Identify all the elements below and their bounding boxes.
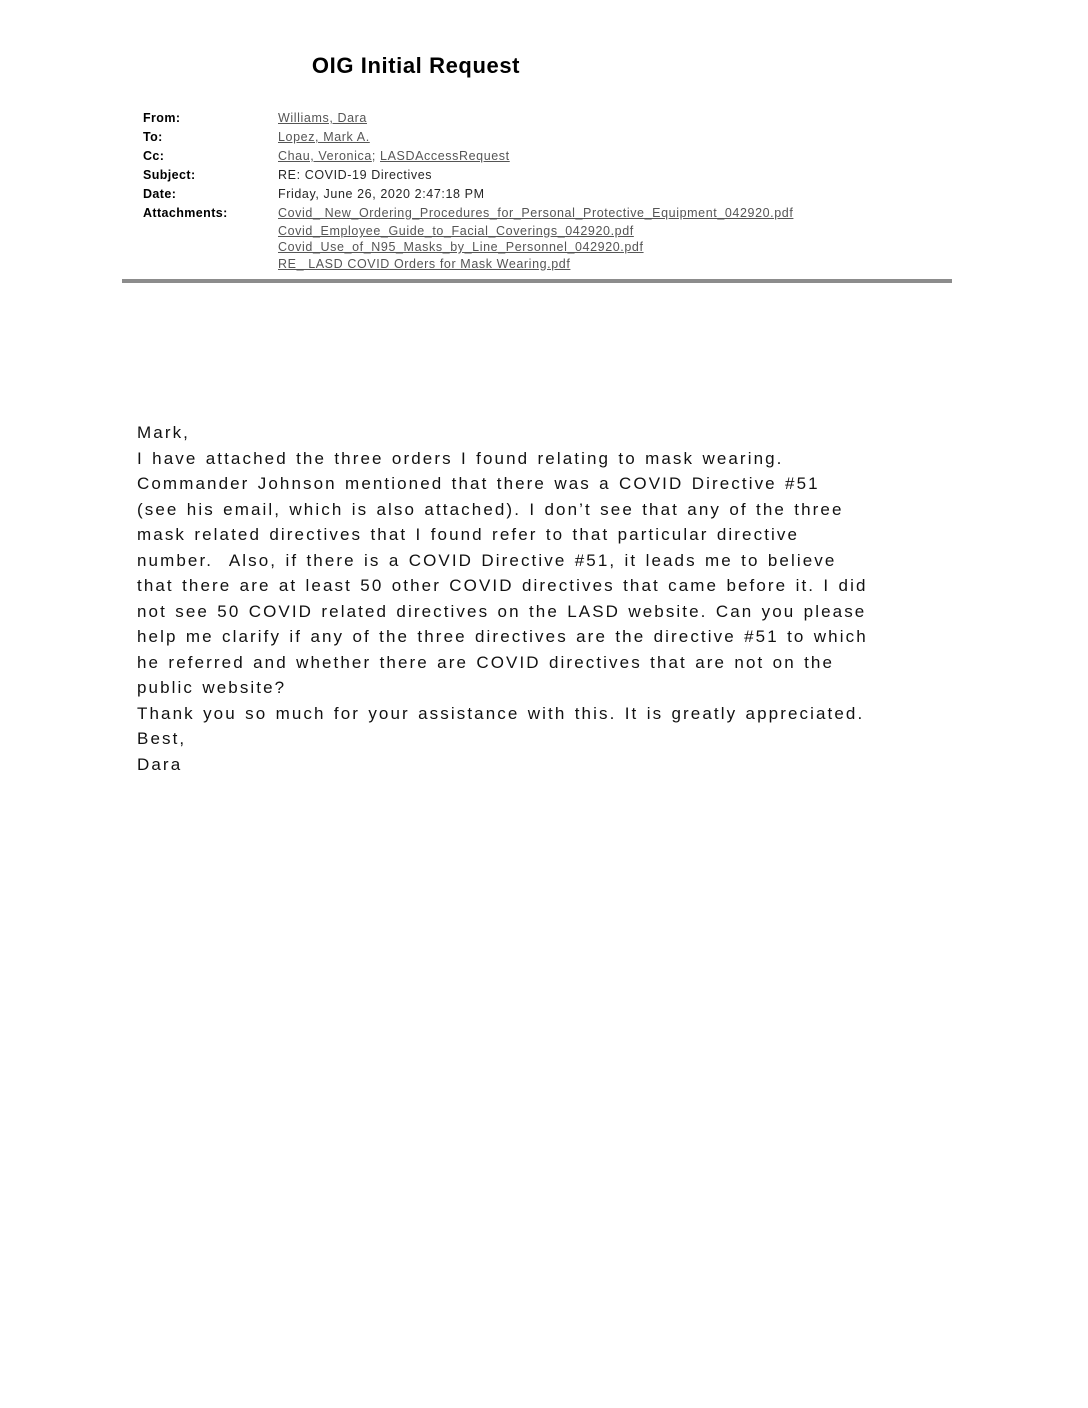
- body-line: number. Also, if there is a COVID Directive #51, it leads me to believe: [137, 550, 837, 570]
- subject-label: Subject:: [143, 168, 196, 182]
- body-line: that there are at least 50 other COVID directives that came before it. I did: [137, 576, 868, 595]
- to-row: [143, 128, 963, 147]
- email-header: [143, 109, 963, 272]
- attachment-list: [278, 204, 793, 272]
- from-row: [143, 109, 963, 128]
- page-title: OIG Initial Request: [311, 53, 521, 78]
- date-value: Friday, June 26, 2020 2:47:18 PM: [278, 187, 485, 201]
- attachment-link[interactable]: Covid_Employee_Guide_to_Facial_Coverings_042920.pdf: [278, 224, 634, 238]
- body-line: Thank you so much for your assistance with this. It is greatly appreciated.: [137, 703, 865, 723]
- attachment-link[interactable]: Covid_ New_Ordering_Procedures_for_Personal_Protective_Equipment_042920.pdf: [278, 206, 794, 220]
- cc-row: [143, 147, 963, 166]
- attachments-label: Attachments:: [143, 206, 228, 220]
- subject-row: [143, 166, 963, 185]
- from-link[interactable]: Williams, Dara: [278, 111, 367, 125]
- body-line: not see 50 COVID related directives on the LASD website. Can you please: [137, 601, 867, 621]
- date-label: Date:: [143, 187, 177, 201]
- cc-link-veronica-chau[interactable]: Chau, Veronica: [278, 149, 372, 163]
- cc-separator: ;: [371, 149, 381, 163]
- subject-value: RE: COVID-19 Directives: [278, 168, 433, 182]
- body-line: I have attached the three orders I found relating to mask wearing.: [137, 448, 784, 468]
- header-divider: [122, 279, 952, 283]
- body-line: (see his email, which is also attached). I don’t see that any of the three: [137, 499, 844, 519]
- cc-label: Cc:: [143, 149, 165, 163]
- from-label: From:: [143, 111, 181, 125]
- attachment-link[interactable]: RE_ LASD COVID Orders for Mask Wearing.pdf: [278, 256, 571, 271]
- to-link[interactable]: Lopez, Mark A.: [278, 130, 370, 144]
- body-line: Dara: [137, 754, 183, 774]
- body-line: help me clarify if any of the three directives are the directive #51 to which: [137, 627, 868, 646]
- attachment-link[interactable]: Covid_Use_of_N95_Masks_by_Line_Personnel_042920.pdf: [278, 240, 644, 255]
- body-line: mask related directives that I found refer to that particular directive: [137, 525, 800, 544]
- email-body: [137, 420, 1037, 777]
- to-label: To:: [143, 130, 163, 144]
- cc-link-lasd-access-request[interactable]: LASDAccessRequest: [380, 149, 510, 163]
- body-line: Commander Johnson mentioned that there was a COVID Directive #51: [137, 474, 820, 493]
- attachments-row: [143, 204, 963, 272]
- body-line: Mark,: [137, 423, 190, 442]
- body-line: public website?: [137, 678, 287, 697]
- body-line: he referred and whether there are COVID directives that are not on the: [137, 652, 835, 672]
- body-line: Best,: [137, 729, 187, 748]
- date-row: [143, 185, 963, 204]
